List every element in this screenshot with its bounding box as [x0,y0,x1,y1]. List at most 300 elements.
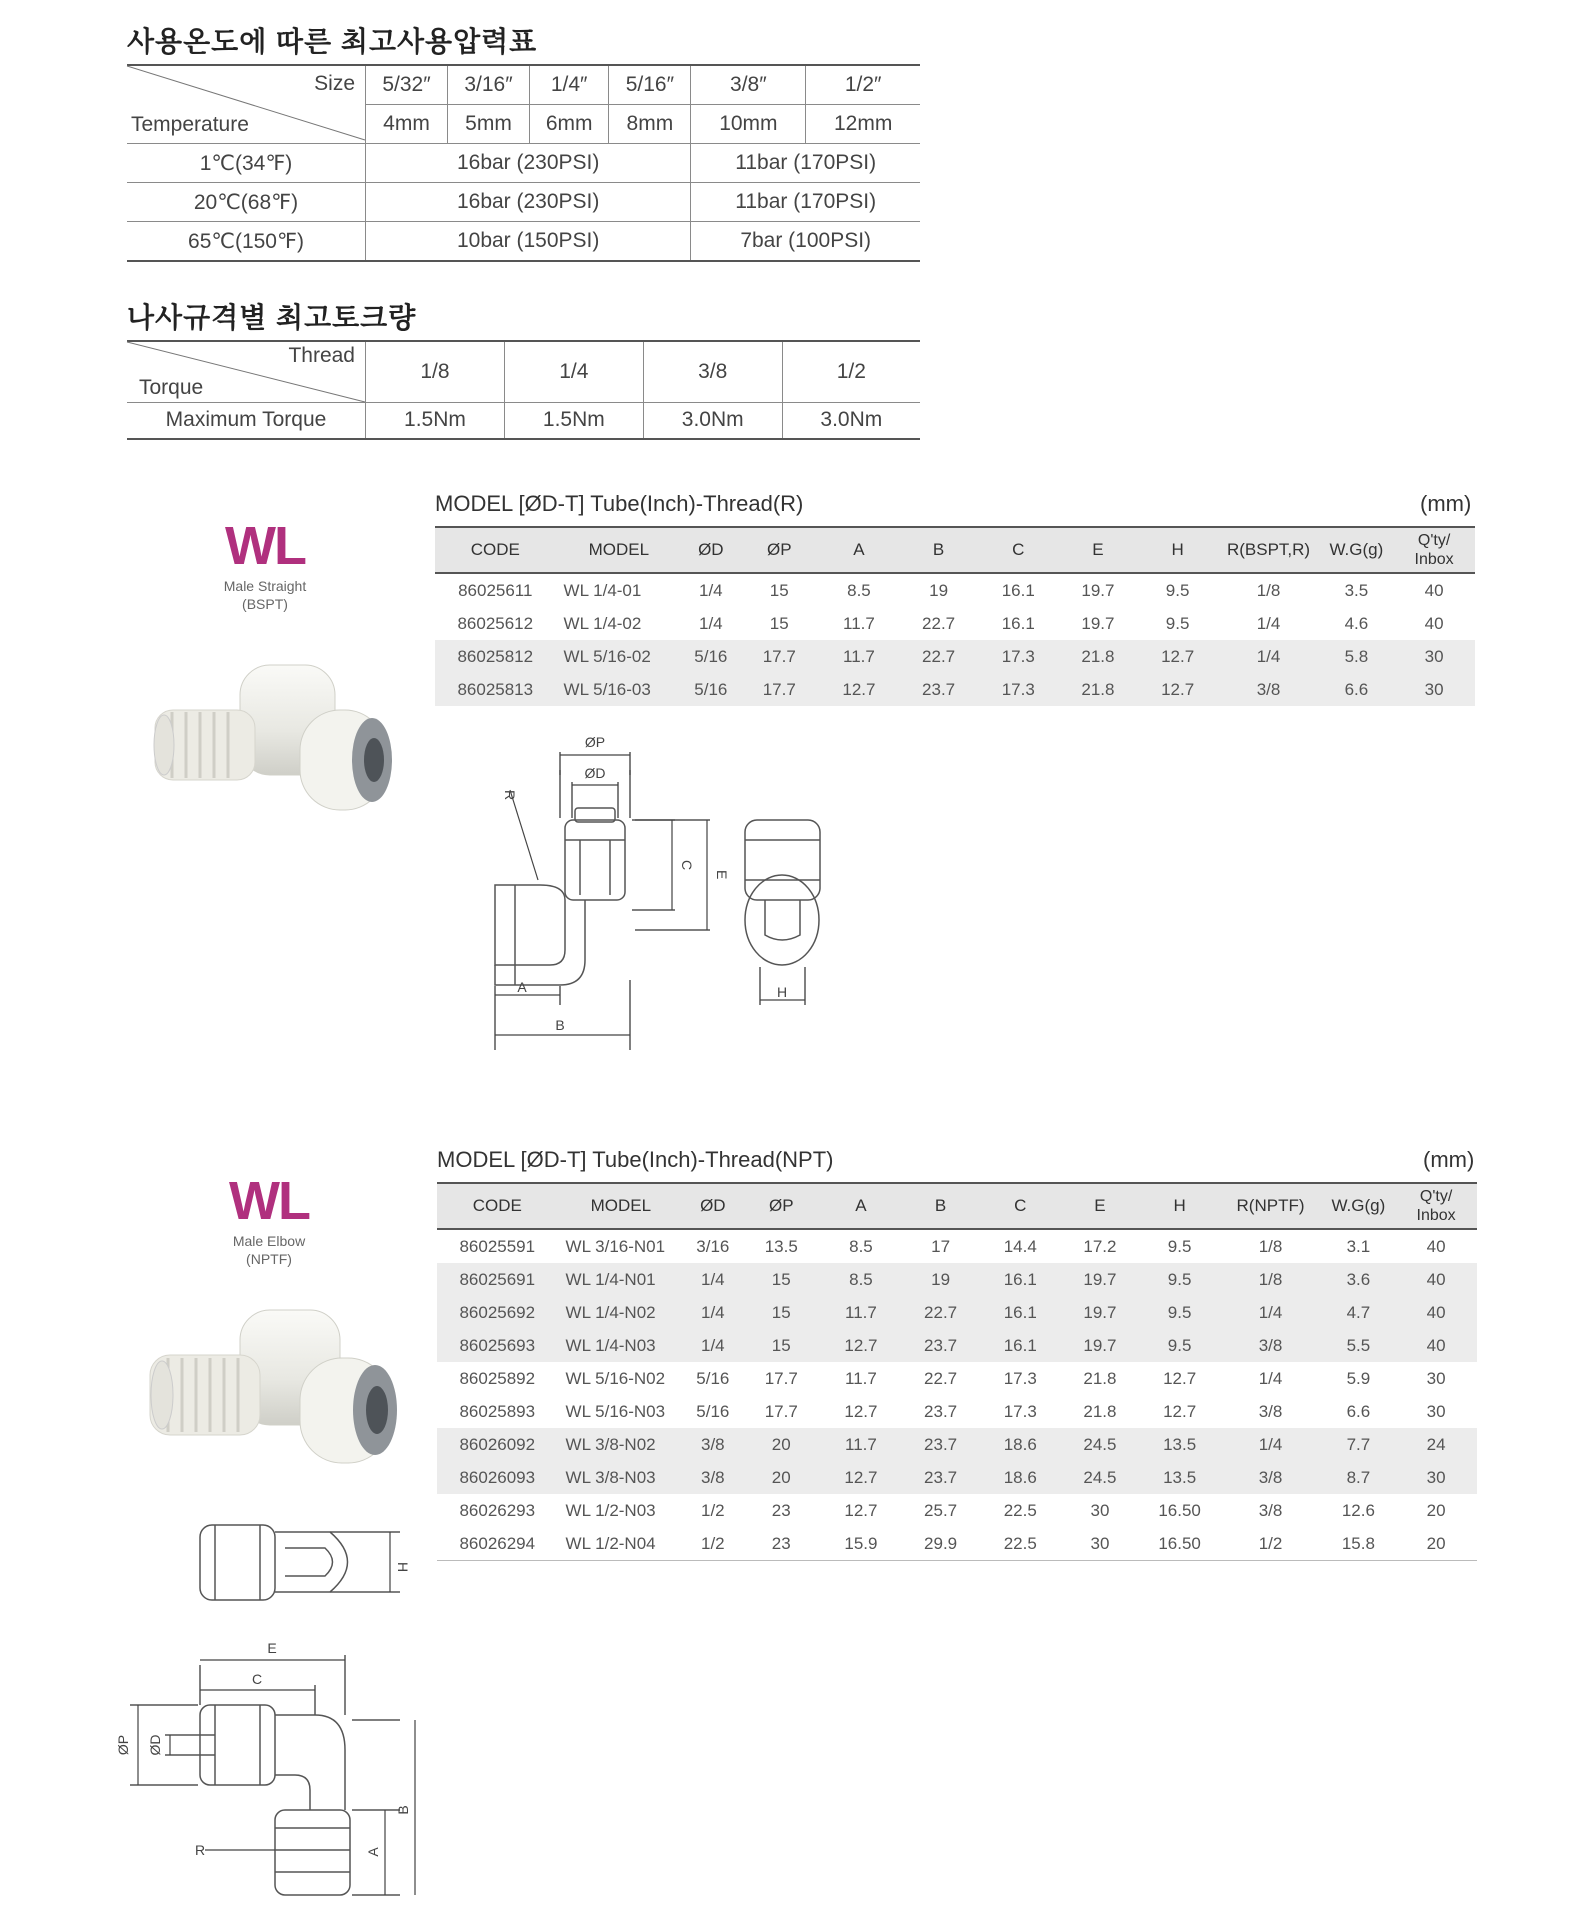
pressure-corner-cell [127,65,366,144]
brand-logo: WL [229,1171,309,1231]
label-od: ØD [147,1734,163,1756]
cell: 23 [741,1527,821,1561]
cell: 1/2 [684,1527,741,1561]
cell: 23.7 [901,1329,981,1362]
cell: 5/16 [682,673,739,706]
cell: 20 [741,1461,821,1494]
cell: 11.7 [845,1368,877,1388]
cell: 40 [1424,580,1444,600]
pressure-value: 11bar (170PSI) [691,144,920,183]
cell: 12.7 [1163,1368,1197,1388]
cell: 30 [1090,1500,1110,1520]
push-fit-body [565,820,625,900]
cell: 15 [741,1263,821,1296]
cell: 40 [1424,613,1444,633]
side-view-elbow [745,875,819,965]
cell: 5.5 [1322,1329,1396,1362]
cell: 20 [1395,1527,1477,1561]
cell: 12.7 [844,1500,878,1520]
side-view-inner [765,900,800,940]
cell-code: 86025893 [459,1401,536,1421]
size-mm: 8mm [609,105,691,144]
cell-model: WL 3/8-N03 [558,1461,685,1494]
col-header: A [819,527,899,573]
cell: 40 [1395,1263,1477,1296]
product-subtitle-thread: (BSPT) [242,596,288,612]
col-header-qty [1395,1183,1477,1229]
cell: 15 [769,580,789,600]
inbox-label: Inbox [1414,551,1454,568]
cell: 11.7 [821,1296,901,1329]
label-r: R [194,1842,206,1858]
cell-model: WL 1/2-N04 [558,1527,685,1561]
table-row [437,1494,1477,1527]
cell: 23.7 [924,1401,958,1421]
torque-value: 1.5Nm [366,403,505,439]
col-header: E [1060,1183,1140,1229]
col-header: MODEL [558,1183,685,1229]
cell: 16.50 [1140,1527,1220,1561]
header-row [437,1183,1477,1229]
pressure-row [127,144,920,183]
col-header: ØD [684,1183,741,1229]
torque-title: 나사규격별 최고토크량 [127,302,417,333]
col-header: MODEL [556,527,683,573]
cell: 16.1 [1001,580,1035,600]
tube-opening [364,738,384,782]
product-subtitle: Male Straight [223,578,307,594]
top-view-inner [285,1548,333,1576]
product-subtitle-thread: (NPTF) [246,1251,292,1267]
elbow-inner [275,1775,310,1810]
cell: 1/4 [1258,1368,1283,1388]
size-mm: 12mm [806,105,920,144]
cell-model: WL 1/2-N03 [565,1500,656,1520]
cell-model: WL 1/4-02 [563,613,642,633]
cell: 17.7 [739,640,819,673]
cell: 23.7 [901,1428,981,1461]
table-row [437,1263,1477,1296]
cell-code: 86025813 [435,673,556,706]
label-b: B [555,1017,565,1033]
cell-code: 86026092 [437,1428,558,1461]
cell: 6.6 [1320,673,1394,706]
cell: 5/16 [682,640,739,673]
dimension-lines [138,1532,415,1895]
cell-code: 86025691 [437,1263,558,1296]
cell: 17.7 [739,673,819,706]
cell: 1/4 [1256,613,1281,633]
cell-model: WL 1/4-N01 [558,1263,685,1296]
size-mm: 4mm [366,105,448,144]
cell: 12.7 [1138,640,1218,673]
cell: 1/4 [684,1296,741,1329]
cell: 16.1 [1001,613,1035,633]
top-view-elbow [275,1532,348,1592]
cell: 3/8 [684,1428,741,1461]
cell: 15.9 [821,1527,901,1561]
product2-diagram [115,1510,460,1910]
max-torque-label: Maximum Torque [127,403,366,439]
product2-model-title: MODEL [ØD-T] Tube(Inch)-Thread(NPT) [437,1147,834,1172]
brand-logo: WL [225,516,305,576]
cell: 19 [901,1263,981,1296]
cell: 24.5 [1060,1461,1140,1494]
label-op: ØP [584,734,606,750]
product2-spec-table [437,1182,1477,1561]
cell-model: WL 1/4-N03 [558,1329,685,1362]
thread-body [495,885,565,965]
cell: 6.6 [1346,1401,1371,1421]
table-row [437,1461,1477,1494]
cell: 1/2 [1219,1527,1321,1561]
cell: 3/8 [684,1461,741,1494]
header-row [435,527,1475,573]
cell: 9.5 [1140,1296,1220,1329]
temperature-label: Temperature [131,113,249,136]
cell: 13.5 [764,1236,798,1256]
cell: 1/4 [1219,1296,1321,1329]
cell: 3/16 [696,1236,730,1256]
temperature-cell: 65℃(150℉) [127,222,366,262]
cell: 18.6 [980,1461,1060,1494]
cell-model: WL 5/16-N03 [565,1401,666,1421]
cell: 9.5 [1167,1236,1192,1256]
cell: 8.7 [1322,1461,1396,1494]
thread-size: 3/8 [643,341,782,403]
pressure-value: 7bar (100PSI) [691,222,920,262]
cell: 22.5 [980,1527,1060,1561]
label-op: ØP [115,1734,131,1756]
cell: 1/4 [699,580,723,600]
cell-model: WL 5/16-02 [556,640,683,673]
cell: 40 [1426,1236,1446,1256]
cell: 16.1 [980,1263,1060,1296]
cell: 9.5 [1140,1329,1220,1362]
table-row [435,607,1475,640]
cell: 3/8 [1258,1500,1283,1520]
table-row [435,673,1475,706]
col-header: B [899,527,979,573]
cell: 12.7 [1163,1401,1197,1421]
torque-table [127,340,920,440]
cell: 11.7 [819,640,899,673]
size-mm: 10mm [691,105,806,144]
product1-unit: (mm) [1420,491,1472,516]
label-od: ØD [584,765,606,781]
product2-brand-block [194,1170,344,1268]
cell: 21.8 [1058,640,1138,673]
cell: 3/8 [1219,1329,1321,1362]
cell: 19.7 [1060,1263,1140,1296]
cell: 30 [1426,1368,1446,1388]
inbox-label: Inbox [1416,1207,1456,1224]
col-header: ØP [739,527,819,573]
cell-code: 86026294 [437,1527,558,1561]
cell: 40 [1395,1329,1477,1362]
cell: 3/8 [1219,1461,1321,1494]
cell: 24 [1395,1428,1477,1461]
side-body [200,1705,275,1785]
table-row [437,1395,1477,1428]
cell-code: 86026293 [459,1500,536,1520]
size-inch: 5/16″ [609,65,691,105]
cell-code: 86026093 [437,1461,558,1494]
table-row [435,640,1475,673]
cell: 1/4 [1217,640,1319,673]
cell-model: WL 3/16-N01 [565,1236,666,1256]
cell: 21.8 [1083,1401,1117,1421]
cell: 17.2 [1083,1236,1117,1256]
tube-opening [366,1386,388,1434]
size-inch: 5/32″ [366,65,448,105]
cell-code: 86025892 [459,1368,536,1388]
top-view-body [200,1525,275,1600]
cell: 13.5 [1140,1461,1220,1494]
cell: 30 [1393,673,1475,706]
size-inch: 1/4″ [530,65,609,105]
cell: 17.3 [978,640,1058,673]
cell: 30 [1060,1527,1140,1561]
product1-photo [150,650,400,820]
cell: 1/8 [1219,1263,1321,1296]
product1-diagram [460,730,860,1050]
qty-label: Q'ty/ [1417,532,1451,549]
product1-brand-block [190,515,340,613]
cell: 8.5 [847,580,871,600]
cell: 19.7 [1060,1296,1140,1329]
thread-size: 1/4 [504,341,643,403]
cell: 12.7 [821,1329,901,1362]
cell: 1/8 [1258,1236,1283,1256]
cell: 29.9 [901,1527,981,1561]
cell: 5/16 [696,1368,730,1388]
cell: 9.5 [1165,580,1190,600]
table-row [437,1527,1477,1561]
col-header: E [1058,527,1138,573]
label-e: E [267,1640,277,1656]
cell: 3/8 [1217,673,1319,706]
cell: 15.8 [1322,1527,1396,1561]
cell: 20 [741,1428,821,1461]
table-row [435,573,1475,607]
cell: 16.50 [1158,1500,1201,1520]
cell: 21.8 [1058,673,1138,706]
cell: 23 [771,1500,791,1520]
col-header: H [1140,1183,1220,1229]
pressure-value: 10bar (150PSI) [366,222,691,262]
cell: 12.7 [1138,673,1218,706]
cell: 16.1 [980,1296,1060,1329]
size-label: Size [314,72,355,95]
cell: 1/4 [1219,1428,1321,1461]
cell: 12.6 [1341,1500,1375,1520]
size-inch: 1/2″ [806,65,920,105]
temperature-cell: 20℃(68℉) [127,183,366,222]
cell: 1/4 [684,1263,741,1296]
cell: 1/4 [684,1329,741,1362]
cell: 24.5 [1060,1428,1140,1461]
cell: 19 [929,580,949,600]
pressure-value: 16bar (230PSI) [366,144,691,183]
thread-size: 1/2 [782,341,920,403]
cell-model: WL 1/4-01 [563,580,642,600]
size-mm: 5mm [448,105,530,144]
label-a: A [517,979,527,995]
cell: 12.7 [819,673,899,706]
size-inch: 3/16″ [448,65,530,105]
cell: 9.5 [1140,1263,1220,1296]
table-row [437,1428,1477,1461]
cell: 22.7 [901,1296,981,1329]
label-b: B [395,1805,411,1815]
temperature-cell: 1℃(34℉) [127,144,366,183]
cell: 1/4 [699,613,723,633]
cell: 18.6 [980,1428,1060,1461]
cell: 21.8 [1083,1368,1117,1388]
cell: 17 [931,1236,951,1256]
cell-model: WL 5/16-03 [556,673,683,706]
cell: 5.8 [1320,640,1394,673]
cell: 19.7 [1081,580,1115,600]
size-inch: 3/8″ [691,65,806,105]
cell: 20 [1426,1500,1446,1520]
torque-value: 1.5Nm [504,403,643,439]
col-header: R(BSPT,R) [1217,527,1319,573]
cell-code: 86025591 [459,1236,536,1256]
label-r: R [502,790,518,801]
pressure-value: 16bar (230PSI) [366,183,691,222]
cell: 30 [1393,640,1475,673]
elbow-outline [495,900,585,985]
cell: 23.7 [901,1461,981,1494]
torque-label: Torque [139,376,204,399]
table-row [437,1296,1477,1329]
cell-code: 86025692 [437,1296,558,1329]
product2-unit: (mm) [1423,1147,1475,1172]
col-header: R(NPTF) [1219,1183,1321,1229]
cell: 17.3 [1003,1368,1037,1388]
cell: 8.5 [849,1236,873,1256]
cell: 22.7 [922,613,956,633]
cell: 3.1 [1346,1236,1371,1256]
cell: 12.7 [844,1401,878,1421]
cell: 17.7 [764,1401,798,1421]
cell: 23.7 [899,673,979,706]
label-a: A [365,1847,381,1857]
col-header: W.G(g) [1322,1183,1396,1229]
label-e: E [714,870,730,880]
cell-code: 86025812 [435,640,556,673]
cell: 5.9 [1346,1368,1371,1388]
cell: 16.1 [980,1329,1060,1362]
torque-value: 3.0Nm [643,403,782,439]
cell: 3/8 [1258,1401,1283,1421]
cell: 4.7 [1322,1296,1396,1329]
pressure-row [127,183,920,222]
product2-photo [150,1300,400,1470]
label-c: C [679,860,695,871]
cell: 17.7 [764,1368,798,1388]
table-row [437,1362,1477,1395]
pressure-value: 11bar (170PSI) [691,183,920,222]
table-row [437,1329,1477,1362]
thread-opening [154,715,174,775]
table-row [437,1229,1477,1263]
cell-model: WL 3/8-N02 [558,1428,685,1461]
product1-spec-table [435,526,1475,706]
col-header: B [901,1183,981,1229]
col-header: ØP [741,1183,821,1229]
cell: 8.5 [821,1263,901,1296]
cell: 40 [1395,1296,1477,1329]
label-h: H [776,984,788,1000]
cell-code: 86025693 [437,1329,558,1362]
cell: 9.5 [1165,613,1190,633]
cell: 7.7 [1322,1428,1396,1461]
cell: 22.5 [1003,1500,1037,1520]
cell: 1/2 [701,1500,725,1520]
cell: 3.6 [1322,1263,1396,1296]
cell: 15 [741,1329,821,1362]
col-header-qty [1393,527,1475,573]
cell-model: WL 1/4-N02 [558,1296,685,1329]
qty-label: Q'ty/ [1419,1188,1453,1205]
col-header: C [980,1183,1060,1229]
cell: 15 [769,613,789,633]
cell: 11.7 [843,613,875,633]
product1-model-title: MODEL [ØD-T] Tube(Inch)-Thread(R) [435,491,804,516]
cell: 13.5 [1140,1428,1220,1461]
cell: 5/16 [696,1401,730,1421]
cell: 12.7 [821,1461,901,1494]
cell: 14.4 [1003,1236,1037,1256]
pressure-table [127,64,920,262]
cell-code: 86025612 [457,613,534,633]
cell: 17.3 [978,673,1058,706]
torque-corner-cell [127,341,366,403]
cell: 22.7 [899,640,979,673]
col-header: A [821,1183,901,1229]
dimension-lines [495,755,805,1035]
cell-model: WL 5/16-N02 [565,1368,666,1388]
col-header: CODE [435,527,556,573]
col-header: C [978,527,1058,573]
cell: 4.6 [1344,613,1369,633]
col-header: H [1138,527,1218,573]
cell: 22.7 [924,1368,958,1388]
cell-code: 86025611 [458,580,533,600]
thread-size: 1/8 [366,341,505,403]
cell: 17.3 [1003,1401,1037,1421]
cell: 19.7 [1081,613,1115,633]
cell: 3.5 [1344,580,1369,600]
col-header: CODE [437,1183,558,1229]
cell: 11.7 [821,1428,901,1461]
cell: 15 [741,1296,821,1329]
size-mm: 6mm [530,105,609,144]
col-header: ØD [682,527,739,573]
thread-opening [151,1361,173,1429]
cell: 1/8 [1256,580,1281,600]
col-header: W.G(g) [1320,527,1394,573]
pressure-title: 사용온도에 따른 최고사용압력표 [127,26,538,57]
label-h: H [395,1562,411,1573]
label-c: C [251,1671,263,1687]
cell: 30 [1395,1461,1477,1494]
thread-end [275,1810,350,1895]
cell: 30 [1426,1401,1446,1421]
